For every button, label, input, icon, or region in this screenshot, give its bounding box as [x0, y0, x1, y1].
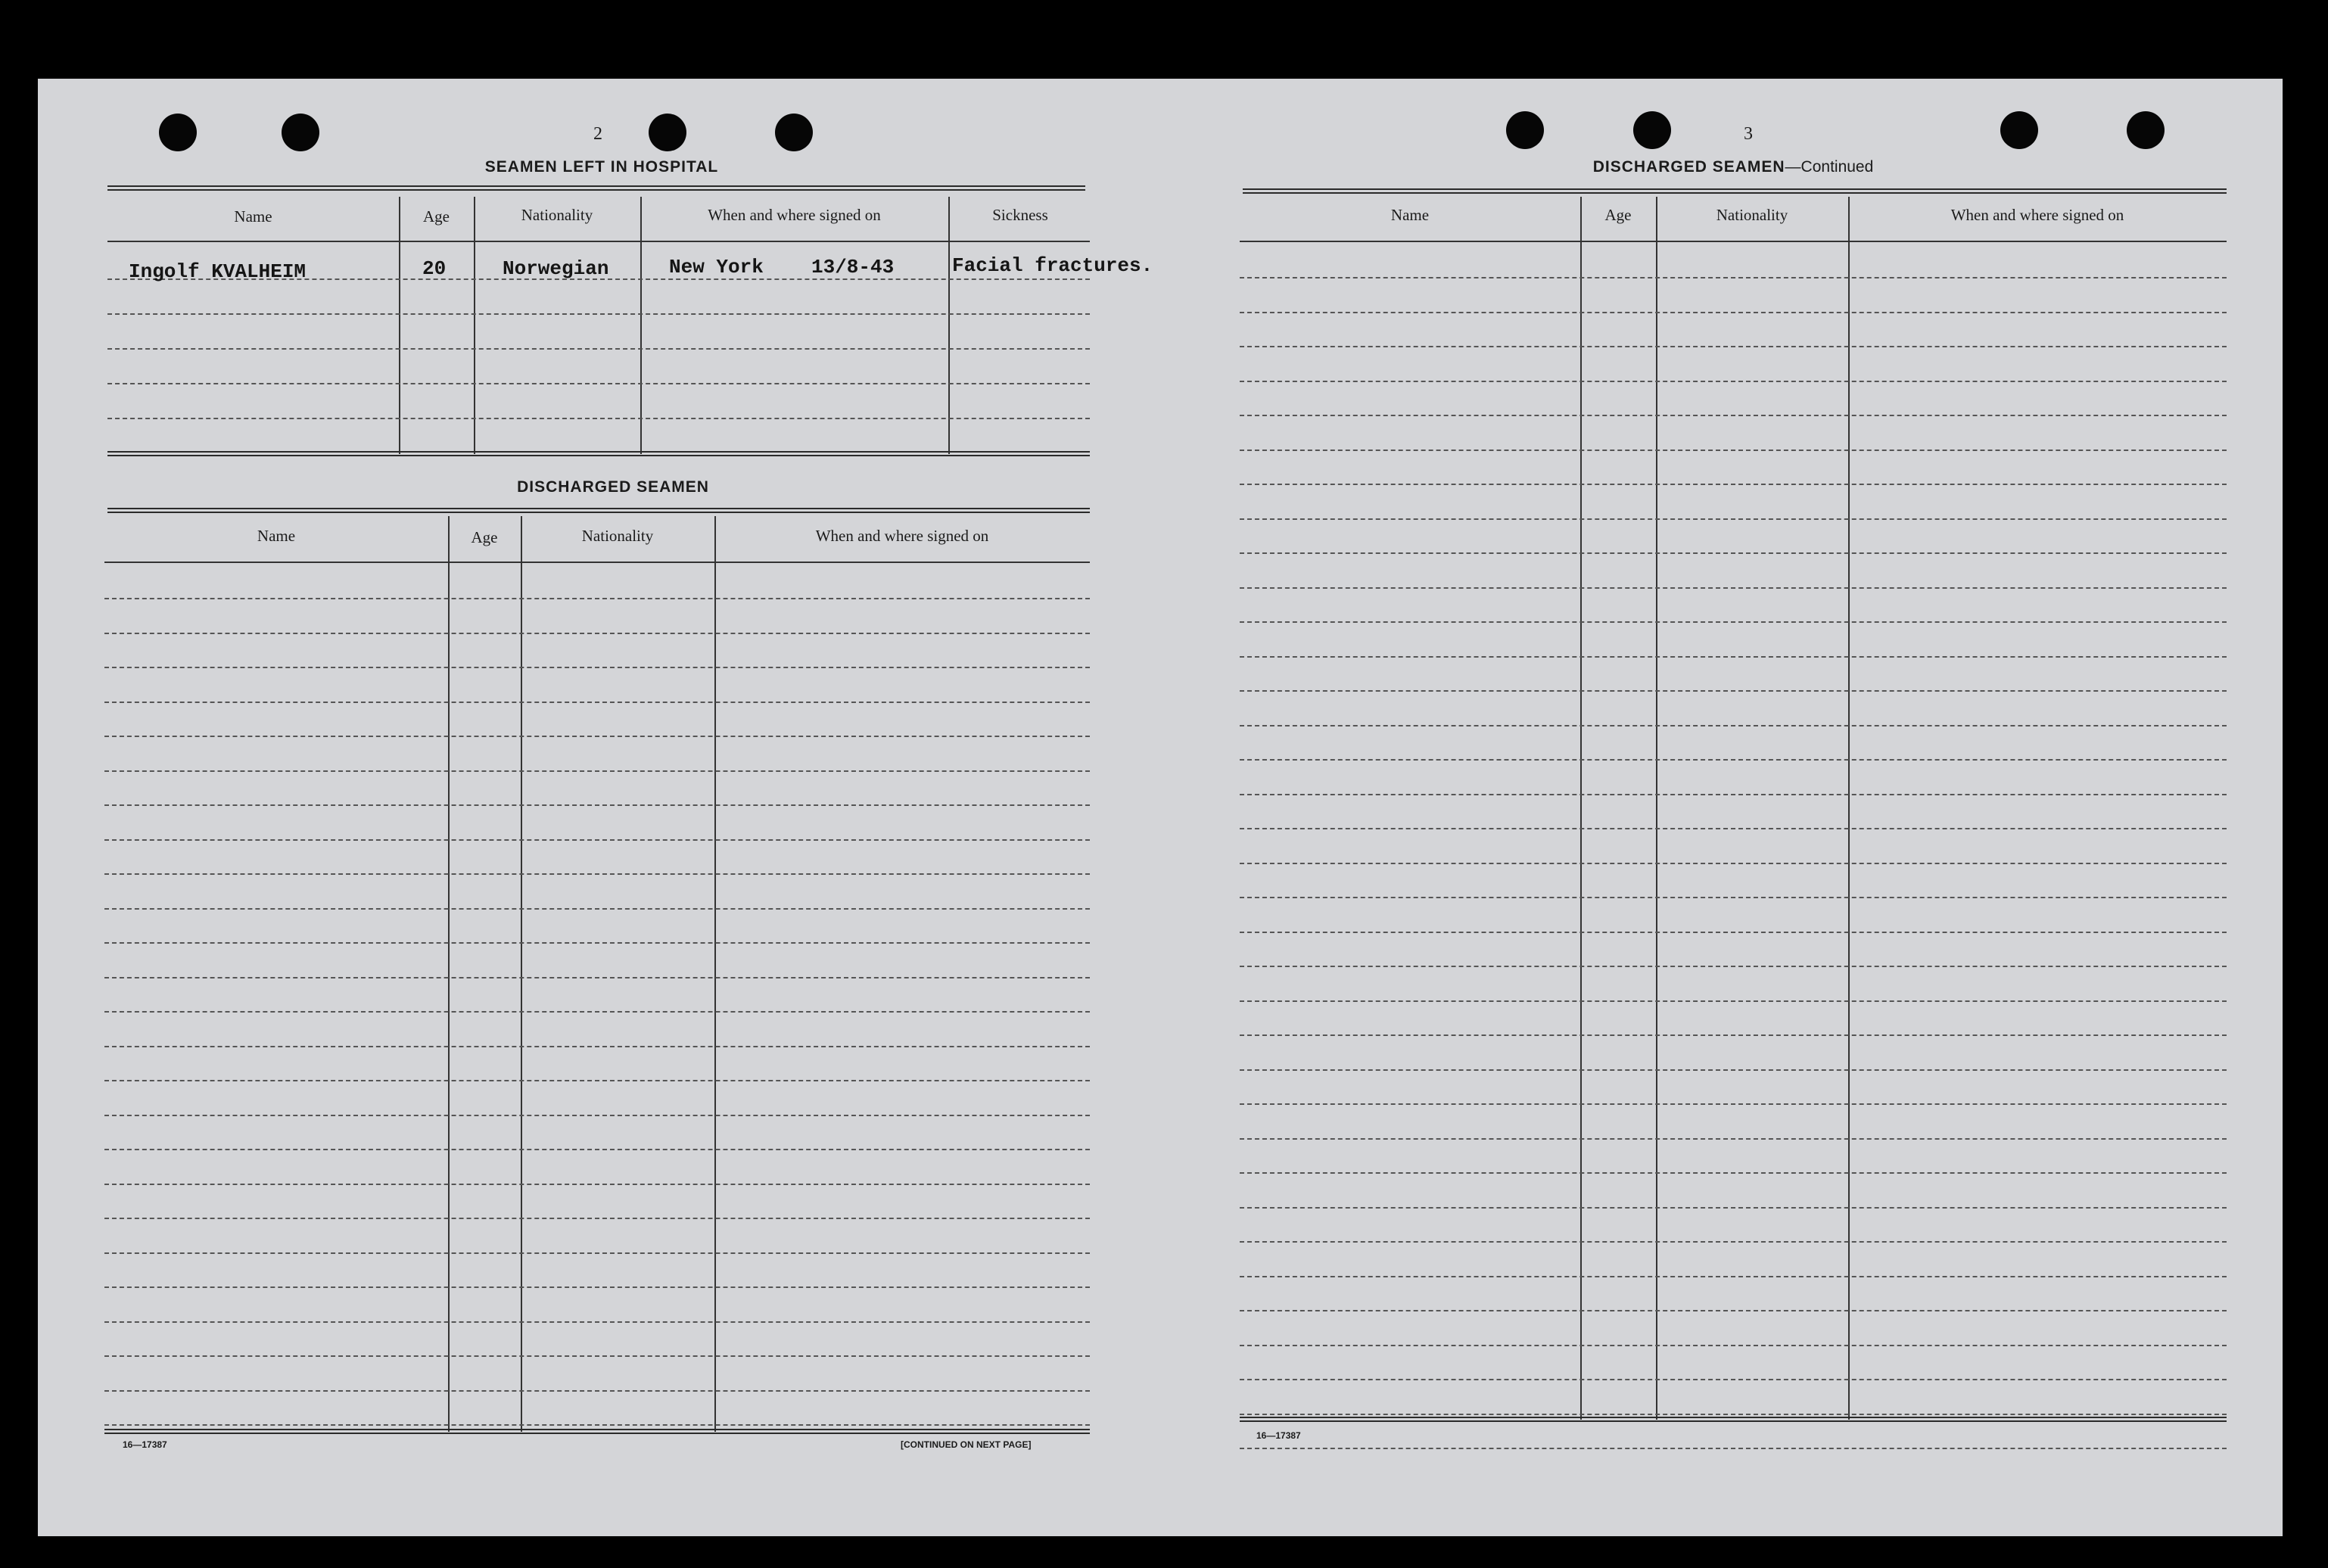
register-line	[104, 667, 1090, 668]
register-line	[1240, 1448, 2227, 1449]
discharged-continued-suffix: —Continued	[1785, 158, 1874, 176]
discharged-header-age: Age	[471, 528, 498, 546]
register-line	[104, 1149, 1090, 1150]
punch-hole-icon	[2000, 111, 2038, 149]
register-line	[104, 977, 1090, 978]
register-line	[1240, 1172, 2227, 1174]
form-number-right: 16—17387	[1256, 1430, 1301, 1441]
punch-hole-icon	[1633, 111, 1671, 149]
register-line	[1240, 656, 2227, 658]
seaman-nationality-entry: Norwegian	[503, 257, 609, 280]
hospital-entry-line	[107, 313, 1090, 315]
register-line	[104, 1286, 1090, 1288]
punch-hole-icon	[775, 114, 813, 151]
hospital-header-rule	[107, 241, 1090, 242]
register-line	[1240, 863, 2227, 864]
hospital-col-divider	[399, 197, 400, 454]
register-line	[1240, 1345, 2227, 1346]
register-line	[104, 1218, 1090, 1219]
punch-hole-icon	[2127, 111, 2165, 149]
register-line	[1240, 312, 2227, 313]
continued-note: [CONTINUED ON NEXT PAGE]	[901, 1439, 1032, 1450]
right-header-signed-on: When and where signed on	[1950, 206, 2124, 224]
right-header-nationality: Nationality	[1716, 206, 1788, 224]
hospital-entry-line	[107, 418, 1090, 419]
hospital-entry-line	[107, 383, 1090, 384]
register-line	[1240, 552, 2227, 554]
register-line	[104, 1080, 1090, 1081]
hospital-header-sickness: Sickness	[992, 206, 1048, 224]
register-line	[104, 770, 1090, 772]
register-line	[1240, 587, 2227, 589]
hospital-header-name: Name	[234, 207, 272, 226]
register-line	[1240, 828, 2227, 829]
register-line	[104, 908, 1090, 910]
register-line	[1240, 1414, 2227, 1415]
register-line	[104, 1424, 1090, 1426]
discharged-top-rule	[107, 508, 1090, 513]
page-number-right: 3	[1744, 124, 1753, 144]
hospital-header-age: Age	[423, 207, 450, 226]
discharged-bottom-rule	[104, 1429, 1090, 1434]
register-line	[104, 1355, 1090, 1357]
register-line	[1240, 1138, 2227, 1140]
punch-hole-icon	[282, 114, 319, 151]
discharged-continued-main: DISCHARGED SEAMEN	[1592, 158, 1785, 176]
signed-place-entry: New York	[669, 256, 764, 278]
hospital-col-divider	[948, 197, 950, 454]
register-line	[1240, 621, 2227, 623]
register-line	[104, 1115, 1090, 1116]
hospital-header-nationality: Nationality	[521, 206, 593, 224]
signed-date-entry: 13/8-43	[811, 256, 895, 278]
right-header-age: Age	[1604, 206, 1632, 224]
register-col-divider	[448, 516, 450, 1432]
register-line	[1240, 1000, 2227, 1002]
register-line	[1240, 1103, 2227, 1105]
page-number-left: 2	[593, 124, 602, 144]
sickness-entry: Facial fractures.	[952, 254, 1153, 277]
register-line	[104, 702, 1090, 703]
register-line	[1240, 794, 2227, 795]
register-line	[104, 1252, 1090, 1254]
register-line	[1240, 1034, 2227, 1036]
seaman-name-entry: Ingolf KVALHEIM	[129, 260, 307, 283]
hospital-entry-line	[107, 348, 1090, 350]
right-header-name: Name	[1390, 206, 1430, 224]
right-header-rule	[1240, 241, 2227, 242]
register-line	[1240, 1379, 2227, 1380]
register-line	[1240, 415, 2227, 416]
register-line	[1240, 346, 2227, 347]
register-line	[1240, 1069, 2227, 1071]
register-line	[104, 804, 1090, 806]
discharged-header-signed-on: When and where signed on	[815, 527, 989, 545]
register-line	[1240, 1207, 2227, 1209]
register-line	[1240, 450, 2227, 451]
register-line	[104, 1184, 1090, 1185]
hospital-col-divider	[640, 197, 642, 454]
hospital-header-signed-on: When and where signed on	[708, 206, 881, 224]
register-line	[1240, 690, 2227, 692]
register-line	[104, 598, 1090, 599]
register-line	[104, 942, 1090, 944]
form-number-left: 16—17387	[123, 1439, 167, 1450]
right-top-rule	[1243, 188, 2227, 194]
register-line	[1240, 277, 2227, 278]
register-line	[104, 873, 1090, 875]
hospital-section-title: SEAMEN LEFT IN HOSPITAL	[484, 158, 719, 176]
discharged-continued-title	[1544, 158, 1922, 176]
register-col-divider	[714, 516, 716, 1432]
hospital-top-rule	[107, 185, 1085, 191]
register-line	[1240, 381, 2227, 382]
register-line	[1240, 932, 2227, 933]
discharged-section-title: DISCHARGED SEAMEN	[517, 478, 709, 496]
register-line	[1240, 725, 2227, 726]
register-line	[104, 1046, 1090, 1047]
seaman-age-entry: 20	[422, 257, 447, 280]
register-line	[1240, 897, 2227, 898]
discharged-header-name: Name	[257, 527, 296, 545]
register-line	[1240, 1310, 2227, 1311]
register-line	[104, 633, 1090, 634]
register-line	[1240, 518, 2227, 520]
register-line	[104, 736, 1090, 737]
right-bottom-rule	[1240, 1417, 2227, 1422]
register-col-divider	[521, 516, 522, 1432]
register-line	[1240, 484, 2227, 485]
discharged-header-rule	[104, 562, 1090, 563]
register-line	[1240, 759, 2227, 761]
register-line	[104, 1390, 1090, 1392]
punch-hole-icon	[159, 114, 197, 151]
punch-hole-icon	[649, 114, 686, 151]
register-line	[104, 839, 1090, 841]
punch-hole-icon	[1506, 111, 1544, 149]
register-line	[104, 1011, 1090, 1013]
hospital-bottom-rule	[107, 451, 1090, 456]
hospital-col-divider	[474, 197, 475, 454]
register-line	[1240, 1241, 2227, 1243]
register-line	[1240, 1276, 2227, 1277]
register-line	[104, 1321, 1090, 1323]
register-line	[1240, 966, 2227, 967]
document-sheet	[38, 79, 2283, 1536]
discharged-header-nationality: Nationality	[581, 527, 654, 545]
